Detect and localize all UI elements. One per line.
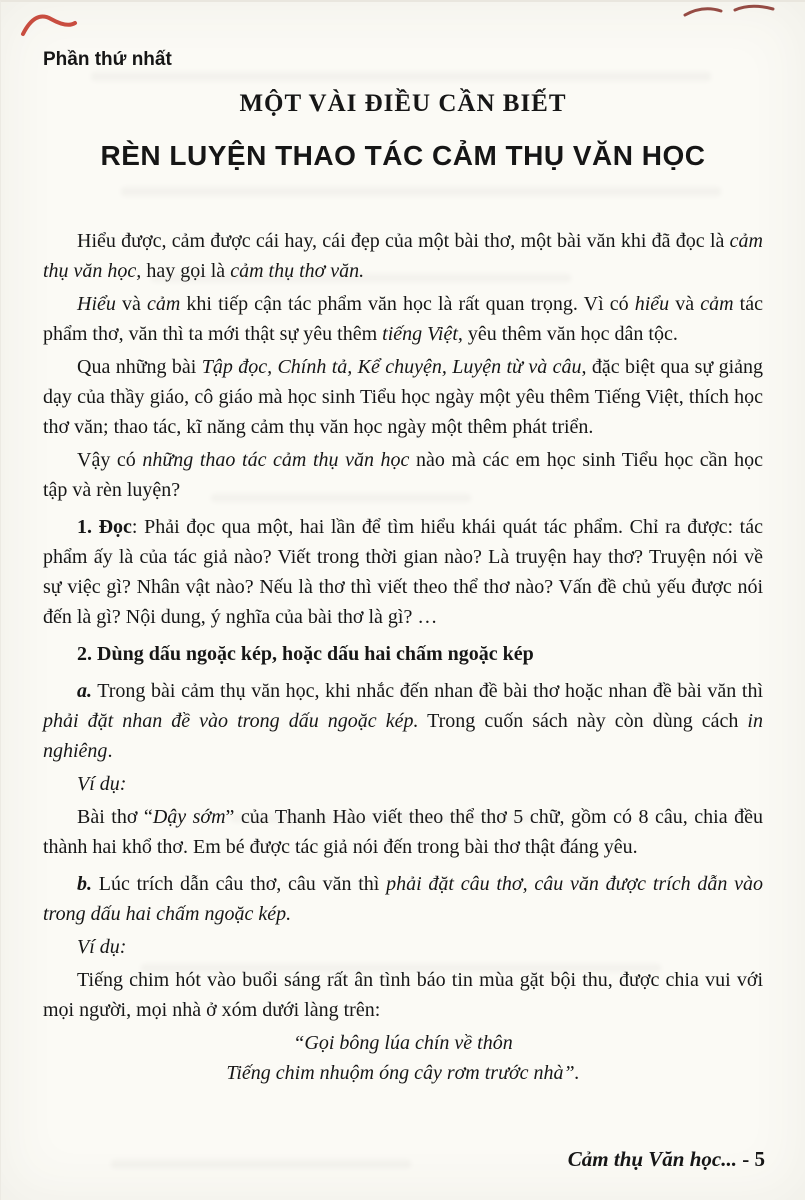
body-text xyxy=(43,226,763,1088)
paragraph: 1. Đọc: Phải đọc qua một, hai lần để tìm hiểu khái quát tác phẩm. Chỉ ra được: tác phẩm ấy là của tác giả nào? Viết trong thời gian nào? Là truyện hay thơ? Truyện nói về sự việc gì? Nhân vật nào? Nếu là thơ thì viết theo thể thơ nào? Vấn đề chủ yếu được nói đến là gì? Nội dung, ý nghĩa của bài thơ là gì? … xyxy=(43,516,763,628)
paragraph: Qua những bài Tập đọc, Chính tả, Kể chuyện, Luyện từ và câu, đặc biệt qua sự giảng dạy của thầy giáo, cô giáo mà học sinh Tiểu học ngày một yêu thêm Tiếng Việt, thích học thơ văn; thao tác, kĩ năng cảm thụ văn học ngày một thêm phát triển. xyxy=(43,356,764,438)
red-pen-mark-top-right xyxy=(683,2,779,22)
section-title: RÈN LUYỆN THAO TÁC CẢM THỤ VĂN HỌC xyxy=(100,140,706,171)
part-label: Phần thứ nhất xyxy=(43,49,172,70)
page-content xyxy=(1,48,805,1088)
example-label: Ví dụ: xyxy=(77,936,127,958)
paragraph: Vậy có những thao tác cảm thụ văn học nào mà các em học sinh Tiểu học cần học tập và rèn luyện? xyxy=(43,449,763,501)
page-footer: Cảm thụ Văn học... - 5 xyxy=(567,1147,765,1171)
red-pen-mark-top-left xyxy=(19,6,79,40)
paragraph: Tiếng chim hót vào buổi sáng rất ân tình báo tin mùa gặt bội thu, được chia vui với mọi người, mọi nhà ở xóm dưới làng trên: xyxy=(43,969,763,1021)
verse-line: Tiếng chim nhuộm óng cây rơm trước nhà”. xyxy=(226,1062,580,1084)
bleed-artifact xyxy=(111,1160,411,1168)
paragraph: Hiểu và cảm khi tiếp cận tác phẩm văn học là rất quan trọng. Vì có hiểu và cảm tác phẩm thơ, văn thì ta mới thật sự yêu thêm tiếng Việt, yêu thêm văn học dân tộc. xyxy=(43,293,763,345)
section-heading: 2. Dùng dấu ngoặc kép, hoặc dấu hai chấm ngoặc kép xyxy=(77,643,534,665)
paragraph: a. Trong bài cảm thụ văn học, khi nhắc đến nhan đề bài thơ hoặc nhan đề bài văn thì phải đặt nhan đề vào trong dấu ngoặc kép. Trong cuốn sách này còn dùng cách in nghiêng. xyxy=(43,680,763,762)
example-label: Ví dụ: xyxy=(77,773,127,795)
chapter-title: MỘT VÀI ĐIỀU CẦN BIẾT xyxy=(239,90,567,117)
verse-line: “Gọi bông lúa chín về thôn xyxy=(293,1032,513,1054)
paragraph: b. Lúc trích dẫn câu thơ, câu văn thì phải đặt câu thơ, câu văn được trích dẫn vào trong dấu hai chấm ngoặc kép. xyxy=(43,873,763,925)
paragraph: Bài thơ “Dậy sớm” của Thanh Hào viết theo thể thơ 5 chữ, gồm có 8 câu, chia đều thành hai khổ thơ. Em bé được tác giả nói đến trong bài thơ thật đáng yêu. xyxy=(43,806,763,858)
paragraph: Hiểu được, cảm được cái hay, cái đẹp của một bài thơ, một bài văn khi đã đọc là cảm thụ văn học, hay gọi là cảm thụ thơ văn. xyxy=(43,230,763,282)
